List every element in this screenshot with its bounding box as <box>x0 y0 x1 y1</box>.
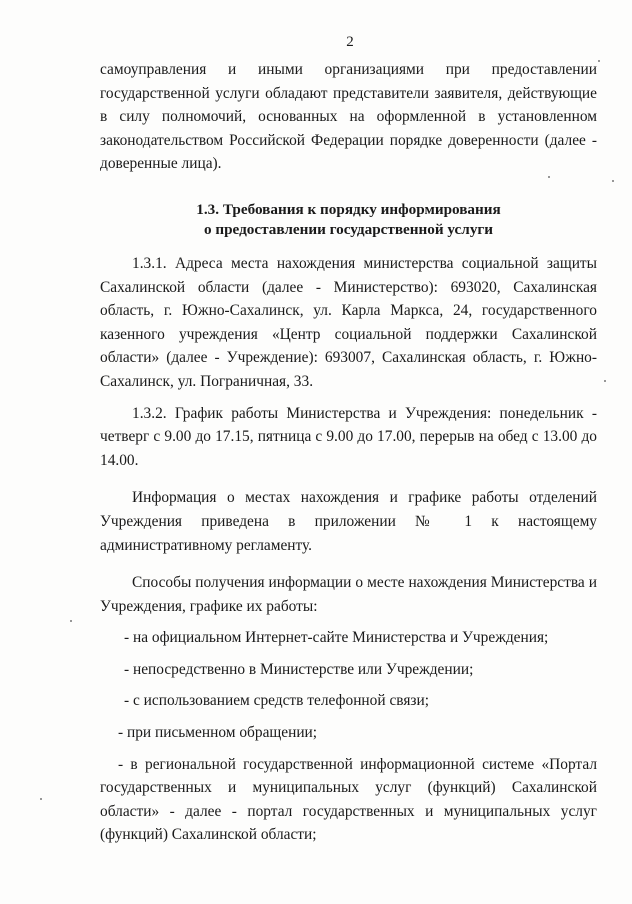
paragraph-1-3-1: 1.3.1. Адреса места нахождения министерства социальной защиты Сахалинской области (далее - Министерство): 693020, Сахалинская область, г. Южно-Сахалинск, ул. Карла Маркса, 24, государственного казенного учреждения «Центр социальной поддержки Сахалинской области» (далее - Учреждение): 693007, Сахалинская область, г. Южно-Сахалинск, ул. Пограничная, 33. <box>100 254 597 390</box>
list-item-regional-portal: - в региональной государственной информационной системе «Портал государственных и муниципальных услуг (функций) Сахалинской области» - далее - портал государственных и муниципальных услуг (функций) Сахалинской области; <box>100 755 597 844</box>
section-heading <box>100 200 597 240</box>
list-item-website: - на официальном Интернет-сайте Министерства и Учреждения; <box>124 629 549 647</box>
paragraph-1-3-2: 1.3.2. График работы Министерства и Учреждения: понедельник - четверг с 9.00 до 17.15, пятница с 9.00 до 17.00, перерыв на обед с 13.00 до 14.00. <box>100 404 597 469</box>
scan-speck <box>70 620 72 622</box>
list-item-written-request: - при письменном обращении; <box>118 724 318 742</box>
section-heading-line-1: 1.3. Требования к порядку информирования <box>196 200 501 218</box>
section-heading-line-2: о предоставлении государственной услуги <box>203 220 494 238</box>
page-number: 2 <box>346 34 354 50</box>
list-item-phone: - с использованием средств телефонной связи; <box>124 692 430 710</box>
document-body <box>100 58 597 847</box>
list-item-in-person: - непосредственно в Министерстве или Учреждении; <box>124 660 474 678</box>
scan-speck <box>598 60 600 62</box>
intro-paragraph: самоуправления и иными организациями при предоставлении государственной услуги обладают представители заявителя, действующие в силу полномочий, основанных на оформленной в установленном законодательством Российской Федерации порядке доверенности (далее - доверенные лица). <box>100 61 597 173</box>
scan-speck <box>604 380 606 382</box>
scan-speck <box>40 798 42 800</box>
paragraph-branch-info: Информация о местах нахождения и графике работы отделений Учреждения приведена в приложении № 1 к настоящему административному регламенту. <box>100 489 597 554</box>
scan-speck <box>548 176 550 178</box>
scan-speck <box>612 180 614 182</box>
paragraph-info-methods: Способы получения информации о месте нахождения Министерства и Учреждения, графике их работы: <box>100 574 597 615</box>
